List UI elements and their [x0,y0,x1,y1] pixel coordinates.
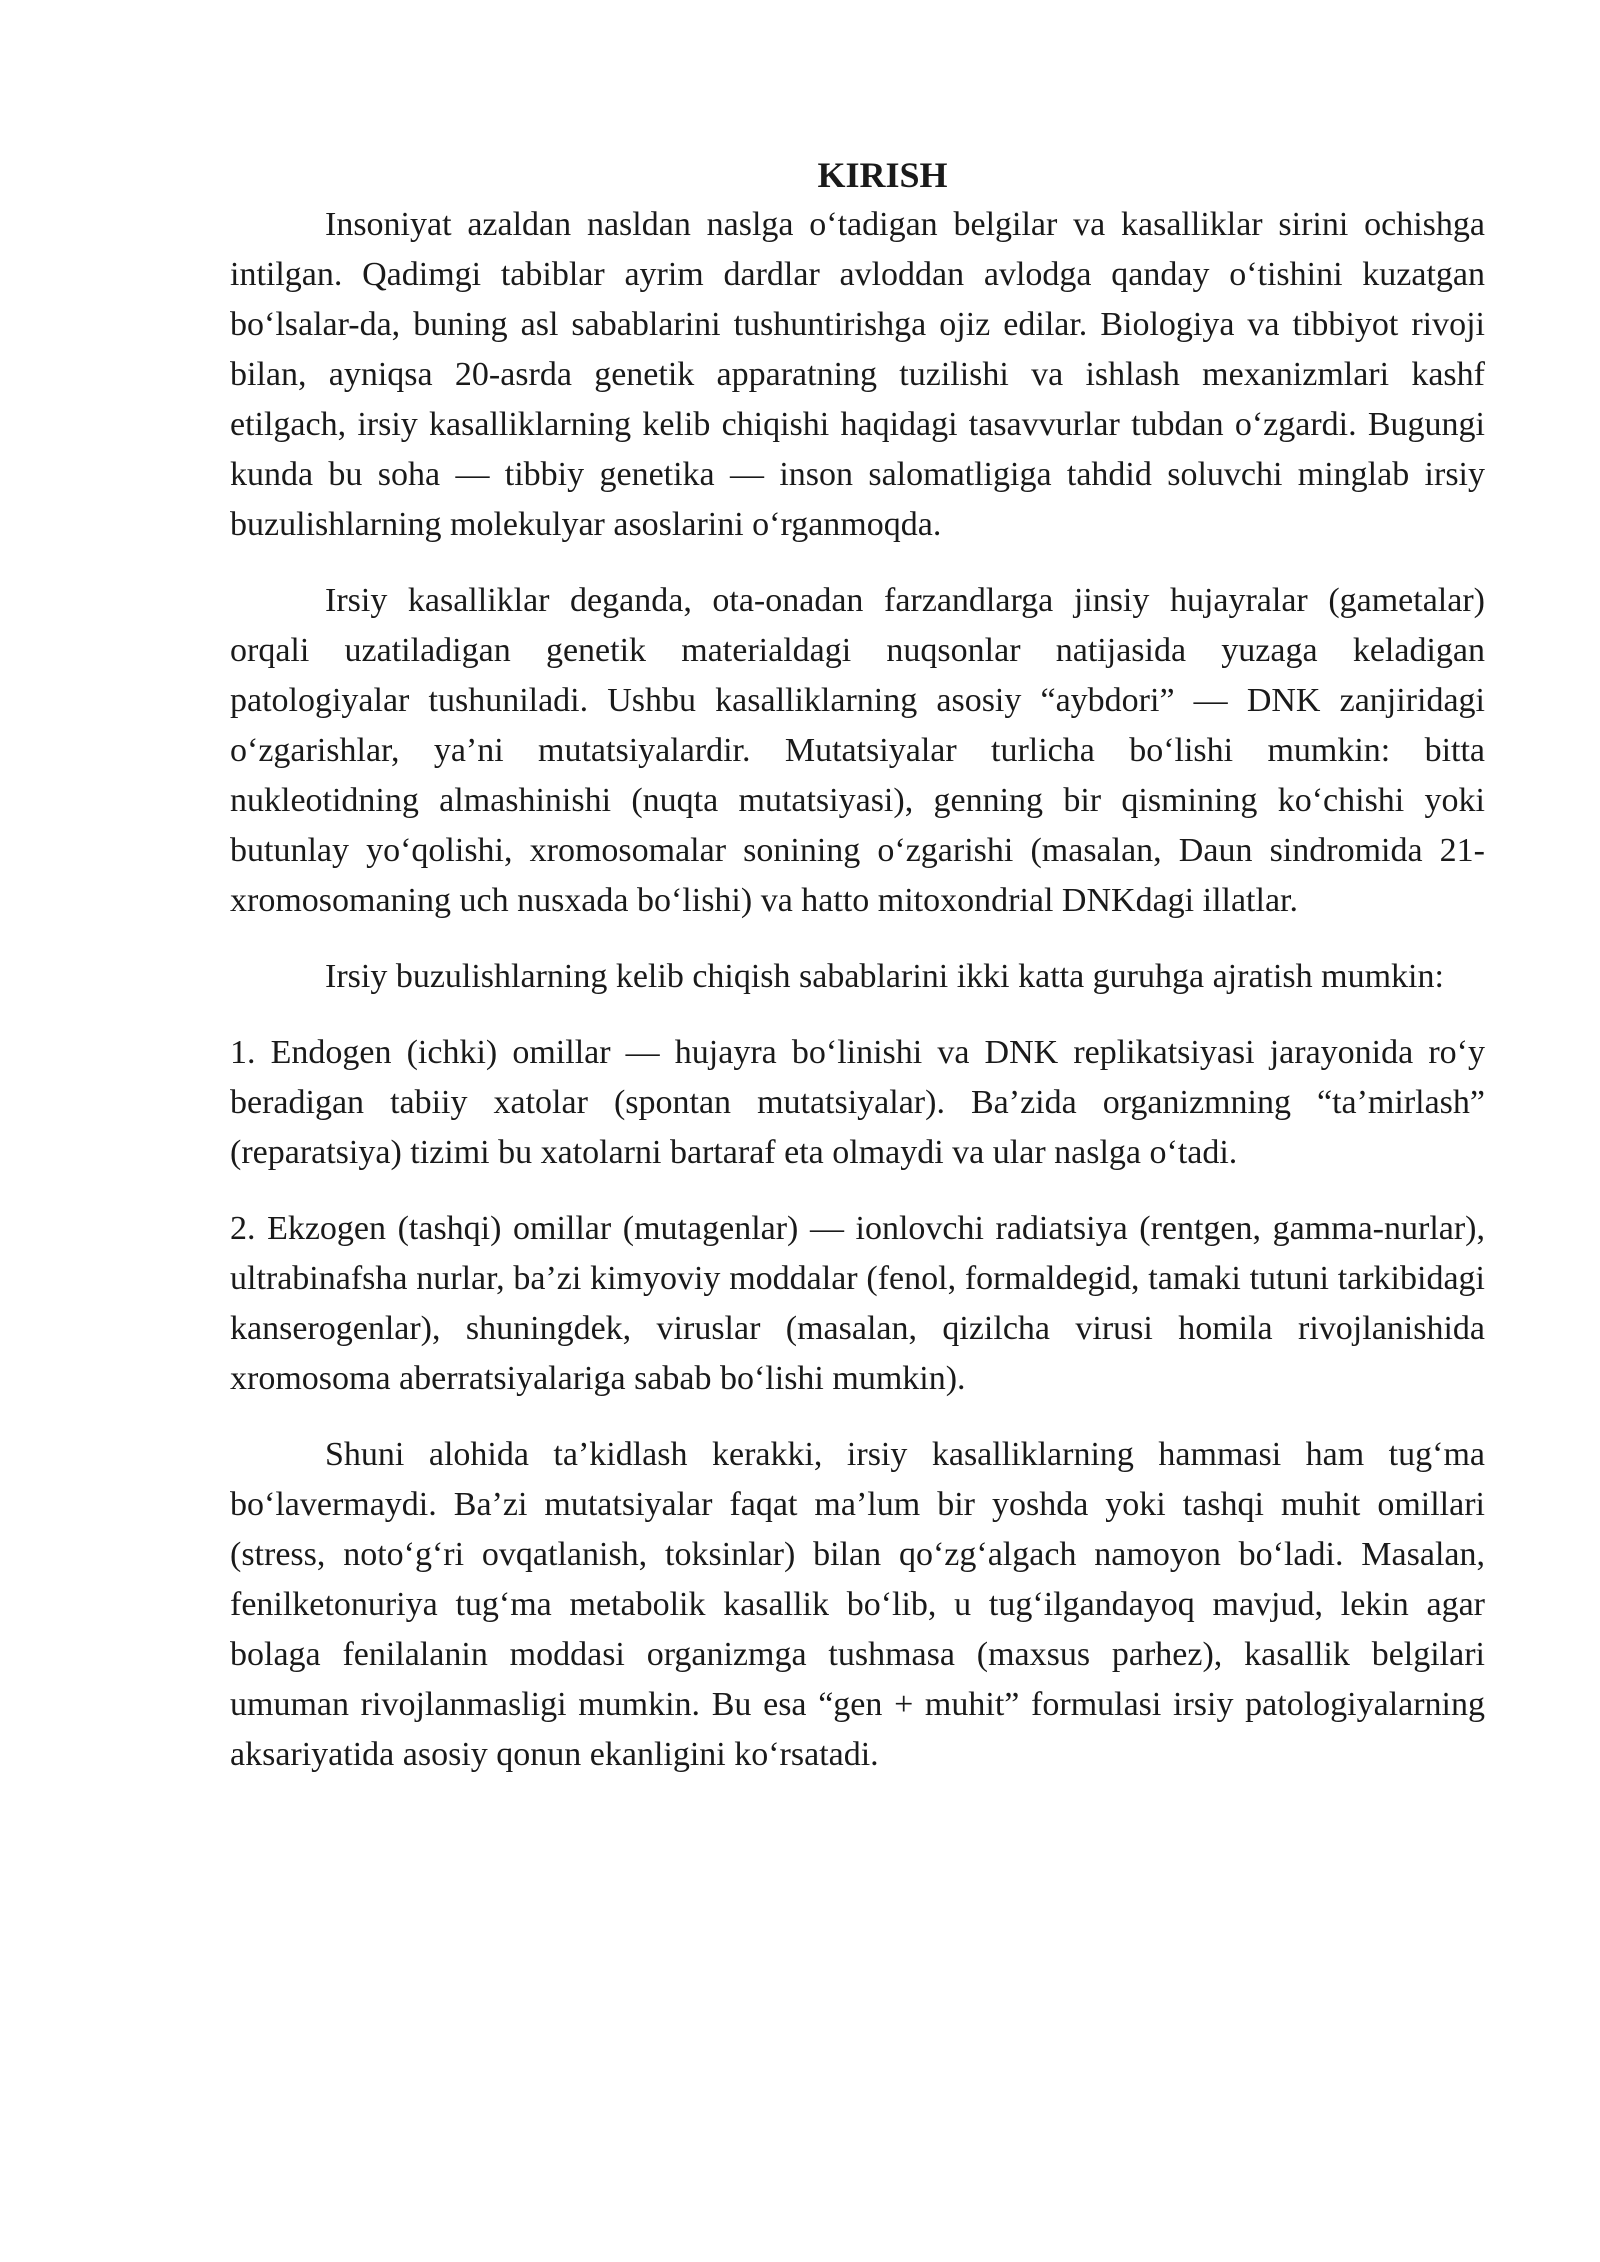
paragraph-conclusion: Shuni alohida ta’kidlash kerakki, irsiy kasalliklarning hammasi ham tug‘ma bo‘lavermaydi. Ba’zi mutatsiyalar faqat ma’lum bir yoshda yoki tashqi muhit omillari (stress, noto‘g‘ri ovqatlanish, toksinlar) bilan qo‘zg‘algach namoyon bo‘ladi. Masalan, fenilketonuriya tug‘ma metabolik kasallik bo‘lib, u tug‘ilgandayoq mavjud, lekin agar bolaga fenilalanin moddasi organizmga tushmasa (maxsus parhez), kasallik belgilari umuman rivojlanmasligi mumkin. Bu esa “gen + muhit” formulasi irsiy patologiyalarning aksariyatida asosiy qonun ekanligini ko‘rsatadi. [230,1436,1485,1773]
paragraph-endogenous: 1. Endogen (ichki) omillar — hujayra bo‘linishi va DNK replikatsiyasi jarayonida ro‘y beradigan tabiiy xatolar (spontan mutatsiyalar). Ba’zida organizmning “ta’mirlash” (reparatsiya) tizimi bu xatolarni bartaraf eta olmaydi va ular naslga o‘tadi. [230,1034,1485,1171]
paragraph-causes-intro: Irsiy buzulishlarning kelib chiqish sabablarini ikki katta guruhga ajratish mumkin: [325,958,1444,995]
paragraph-intro: Insoniyat azaldan nasldan naslga o‘tadigan belgilar va kasalliklar sirini ochishga intilgan. Qadimgi tabiblar ayrim dardlar avloddan avlodga qanday o‘tishini kuzatgan bo‘lsalar-da, buning asl sabablarini tushuntirishga ojiz edilar. Biologiya va tibbiyot rivoji bilan, ayniqsa 20-asrda genetik apparatning tuzilishi va ishlash mexanizmlari kashf etilgach, irsiy kasalliklarning kelib chiqishi haqidagi tasavvurlar tubdan o‘zgardi. Bugungi kunda bu soha — tibbiy genetika — inson salomatligiga tahdid soluvchi minglab irsiy buzulishlarning molekulyar asoslarini o‘rganmoqda. [230,206,1485,543]
paragraph-exogenous: 2. Ekzogen (tashqi) omillar (mutagenlar) — ionlovchi radiatsiya (rentgen, gamma-nurlar), ultrabinafsha nurlar, ba’zi kimyoviy moddalar (fenol, formaldegid, tamaki tutuni tarkibidagi kanserogenlar), shuningdek, viruslar (masalan, qizilcha virusi homila rivojlanishida xromosoma aberratsiyalariga sabab bo‘lishi mumkin). [230,1210,1485,1397]
paragraph-definition: Irsiy kasalliklar deganda, ota-onadan farzandlarga jinsiy hujayralar (gametalar) orqali uzatiladigan genetik materialdagi nuqsonlar natijasida yuzaga keladigan patologiyalar tushuniladi. Ushbu kasalliklarning asosiy “aybdori” — DNK zanjiridagi o‘zgarishlar, ya’ni mutatsiyalardir. Mutatsiyalar turlicha bo‘lishi mumkin: bitta nukleotidning almashinishi (nuqta mutatsiyasi), genning bir qismining ko‘chishi yoki butunlay yo‘qolishi, xromosomalar sonining o‘zgarishi (masalan, Daun sindromida 21-xromosomaning uch nusxada bo‘lishi) va hatto mitoxondrial DNKdagi illatlar. [230,582,1485,919]
document-body [230,150,1485,1806]
page-title: KIRISH [817,155,948,195]
